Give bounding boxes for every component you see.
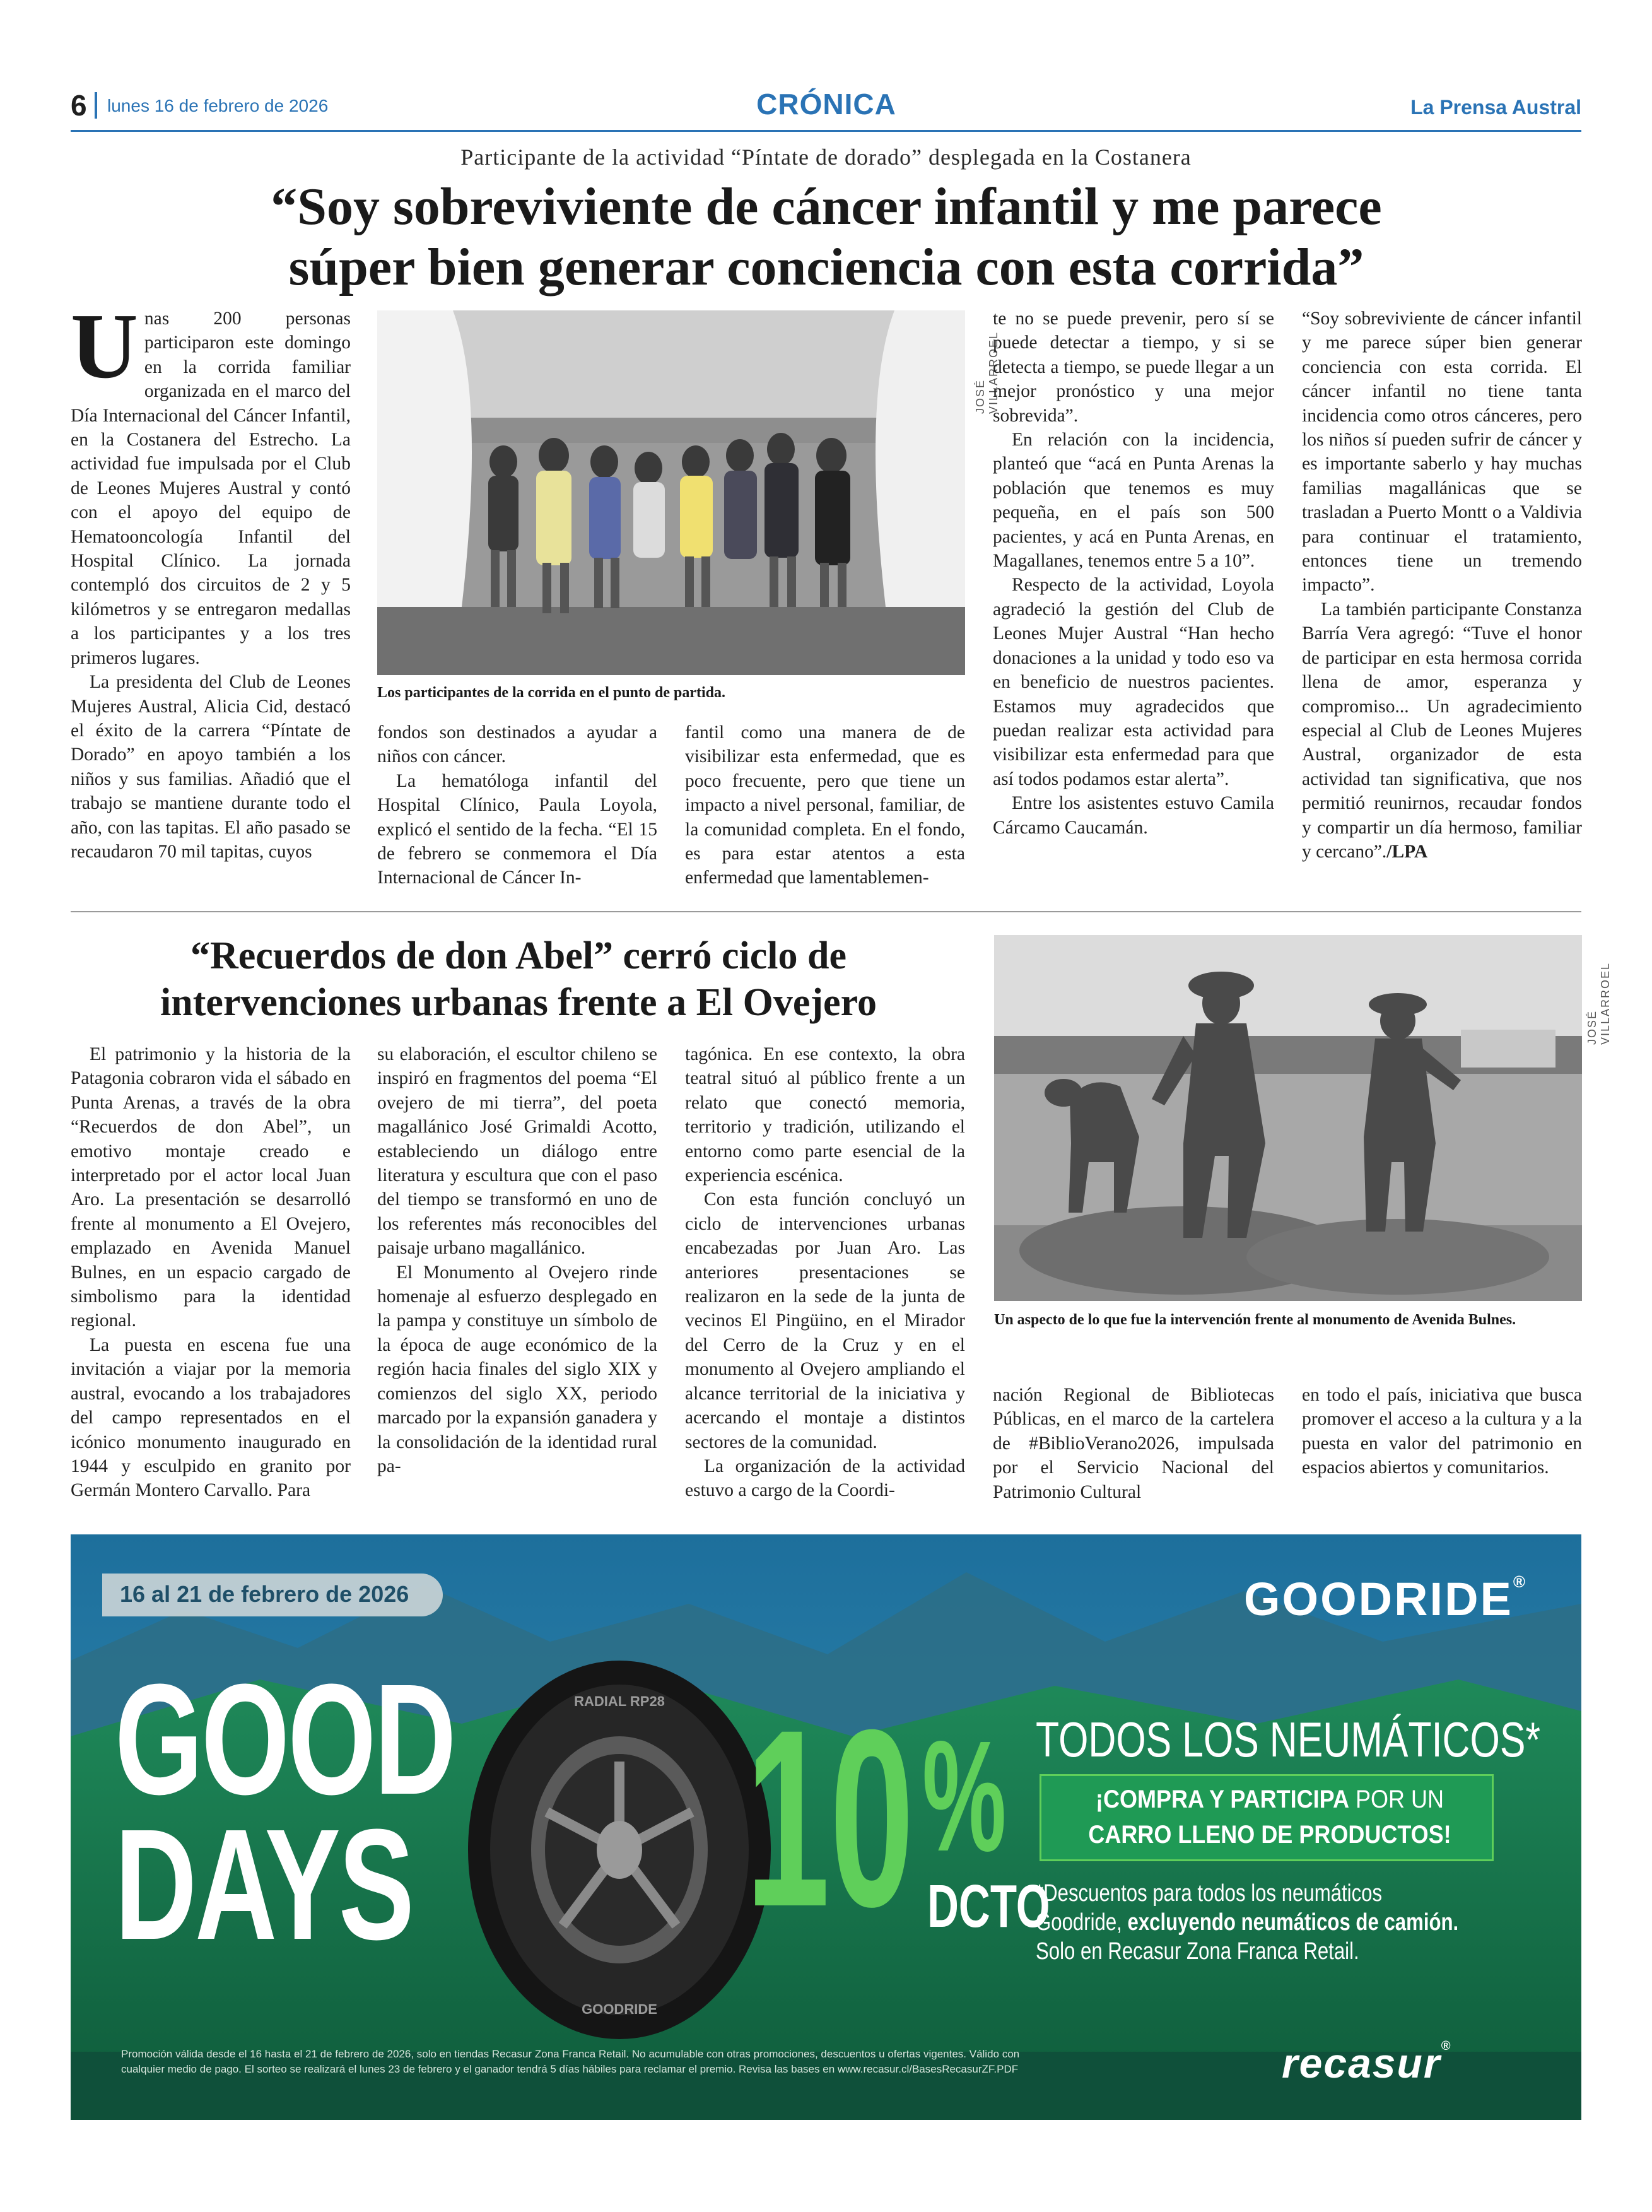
- article1-paragraph: Respecto de la actividad, Loyola agradeció la gestión del Club de Leones Mujer Austral “Han hecho donaciones a la unidad y todo eso va en beneficio de nuestros pacientes. Estamos muy agradecidos que puedan realizar esta actividad para visibilizar esta enfermedad para que así todos podamos estar alerta”.: [993, 575, 1274, 789]
- tire-sidewall-brand: GOODRIDE: [582, 2001, 657, 2017]
- article1-column-1: [71, 295, 351, 864]
- registered-mark-icon: ®: [1513, 1572, 1528, 1591]
- article1-signature: /LPA: [1386, 841, 1428, 862]
- footnote-line-1: *Descuentos para todos los neumáticos: [1036, 1880, 1383, 1907]
- article1-column-2: [377, 721, 657, 890]
- monument-photo-illustration: [994, 935, 1582, 1301]
- publication-name: La Prensa Austral: [1410, 96, 1581, 119]
- ad-date-range: 16 al 21 de febrero de 2026: [120, 1581, 409, 1607]
- article2-headline-line1: “Recuerdos de don Abel” cerró ciclo de: [190, 934, 847, 977]
- article2-paragraph: en todo el país, iniciativa que busca promover el acceso a la cultura y a la puesta en valor del patrimonio en espacios abiertos y comunitarios.: [1302, 1385, 1582, 1478]
- goodride-logo-text: GOODRIDE: [1244, 1573, 1513, 1625]
- article2-headline-line2: intervenciones urbanas frente a El Ovejero: [160, 981, 877, 1024]
- article1-kicker: Participante de la actividad “Píntate de dorado” desplegada en la Costanera: [460, 144, 1192, 170]
- article2-paragraph: El Monumento al Ovejero rinde homenaje al esfuerzo desplegado en la pampa y constituye un símbolo de la época de auge económico de la región hacia finales del siglo XIX y comienzos del siglo XX, periodo marcado por la expansión ganadera y la consolidación de la identidad rural pa-: [377, 1262, 657, 1476]
- promo-line-1-bold: ¡COMPRA Y PARTICIPA: [1095, 1785, 1349, 1813]
- ad-footnote: [1036, 1879, 1458, 1966]
- article2-photo-caption: Un aspecto de lo que fue la intervención frente al monumento de Avenida Bulnes.: [994, 1312, 1516, 1328]
- article1-paragraph: En relación con la incidencia, planteó que “acá en Punta Arenas la población que tenemos es muy pequeña, en el país son 500 pacientes, y acá en Punta Arenas, en Magallanes, tenemos entre 5 a 10”.: [993, 430, 1274, 572]
- article1-paragraph: “Soy sobreviviente de cáncer infantil y me parece súper bien generar conciencia con esta corrida. El cáncer infantil no tiene tanta incidencia como otros cánceres, pero los niños sí pueden sufrir de cáncer y es importante saberlo y hay muchas familias magallánicas que se trasladan a Puerto Montt o a Valdivia para continuar el tratamiento, entonces tiene un tremendo impacto”.: [1302, 309, 1582, 596]
- recasur-logo-text: recasur: [1282, 2040, 1441, 2086]
- header-date: lunes 16 de febrero de 2026: [107, 96, 329, 115]
- promo-line-2: CARRO LLENO DE PRODUCTOS!: [1088, 1821, 1451, 1849]
- article2-paragraph: La organización de la actividad estuvo a cargo de la Coordi-: [685, 1456, 965, 1501]
- article1-paragraph: te no se puede prevenir, pero sí se puede detectar a tiempo, y si se detecta a tiempo, se puede llegar a un mejor pronóstico y una mejor sobrevida”.: [993, 309, 1274, 426]
- article1-column-3: [685, 721, 965, 890]
- good-days-title: [115, 1651, 455, 1972]
- recasur-registered-icon: ®: [1441, 2039, 1452, 2053]
- article1-headline-line2: súper bien generar conciencia con esta corrida”: [288, 238, 1364, 297]
- article2-paragraph: Con esta función concluyó un ciclo de intervenciones urbanas encabezadas por Juan Aro. Las anteriores presentaciones se realizaron en la sede de la junta de vecinos El Pingüino, en el Mirador del Cerro de la Cruz y en el monumento al Ovejero ampliando el alcance territorial de la iniciativa y acercando el montaje a distintos sectores de la comunidad.: [685, 1189, 965, 1452]
- section-title: CRÓNICA: [756, 88, 896, 121]
- article1-headline-line1: “Soy sobreviviente de cáncer infantil y me parece: [271, 177, 1382, 236]
- article1-paragraph-text: La también participante Constanza Barría Vera agregó: “Tuve el honor de participar en esta hermosa corrida llena de amor, esperanza y compromiso... Un agradecimiento especial al Club de Leones Mujeres Austral, organizador de esta actividad tan significativa, que nos permitió reunirnos, recaudar fondos y compartir un día hermoso, familiar y cercano”.: [1302, 599, 1582, 862]
- article1-paragraph: fondos son destinados a ayudar a niños con cáncer.: [377, 722, 657, 767]
- percent-icon: %: [922, 1708, 1007, 1884]
- monument-photo: [994, 935, 1582, 1301]
- tire-sidewall-text: RADIAL RP28: [574, 1693, 665, 1709]
- promo-box-text: [1074, 1782, 1466, 1852]
- footnote-line-3: Solo en Recasur Zona Franca Retail.: [1036, 1938, 1359, 1965]
- promo-line-1: [1074, 1782, 1466, 1817]
- article2-paragraph: tagónica. En ese contexto, la obra teatral situó al público frente a un relato que conectó memoria, territorio y tradición, utilizando el entorno como parte esencial de la experiencia escénica.: [685, 1044, 965, 1186]
- footnote-line-2: [1036, 1908, 1458, 1937]
- dcto-label: DCTO: [927, 1873, 1050, 1940]
- all-tires-heading: TODOS LOS NEUMÁTICOS*: [1036, 1712, 1541, 1767]
- article2-column-5: [1302, 1383, 1582, 1480]
- article1-column-4: [993, 307, 1274, 840]
- article2-column-4: [993, 1383, 1274, 1504]
- header-separator: [95, 92, 97, 119]
- legal-line-1: Promoción válida desde el 16 hasta el 21 de febrero de 2026, solo en tiendas Recasur Zona Franca Retail. No acumulable con otras promociones, descuentos u ofertas vigentes. Válido con: [121, 2048, 1020, 2060]
- article1-photo-credit: JOSÉ VILLARROEL: [974, 331, 1000, 414]
- discount-number: 10: [746, 1677, 914, 1959]
- article1-paragraph: La presidenta del Club de Leones Mujeres Austral, Alicia Cid, destacó el éxito de la carrera “Píntate de Dorado” en apoyo también a los niños y sus familias. Añadió que el trabajo se mantiene durante todo el año, con las tapitas. El año pasado se recaudaron 70 mil tapitas, cuyos: [71, 672, 351, 862]
- good-word: GOOD: [115, 1651, 455, 1827]
- tire-icon: [462, 1654, 777, 2045]
- days-word: DAYS: [115, 1796, 413, 1972]
- header-rule: [71, 130, 1581, 132]
- legal-line-2: cualquier medio de pago. El sorteo se realizará el lunes 23 de febrero y el ganador tendrá 5 días hábiles para reclamar el premio. Revisa las bases en www.recasur.cl/BasesRecasurZF.PDF: [121, 2063, 1019, 2075]
- article2-paragraph: nación Regional de Bibliotecas Públicas, en el marco de la cartelera de #BiblioVerano2026, impulsada por el Servicio Nacional del Patrimonio Cultural: [993, 1385, 1274, 1502]
- article1-paragraph: La hematóloga infantil del Hospital Clínico, Paula Loyola, explicó el sentido de la fecha. “El 15 de febrero se conmemora el Día Internacional de Cáncer In-: [377, 770, 657, 888]
- article1-photo-caption: Los participantes de la corrida en el punto de partida.: [377, 685, 726, 701]
- article2-paragraph: El patrimonio y la historia de la Patagonia cobraron vida el sábado en Punta Arenas, a través de la obra “Recuerdos de don Abel”, un emotivo montaje creado e interpretado por el actor local Juan Aro. La presentación se desarrolló frente al monumento a El Ovejero, emplazado en Avenida Manuel Bulnes, en un espacio cargado de simbolismo para la identidad regional.: [71, 1044, 351, 1331]
- article2-photo-credit: JOSÉ VILLARROEL: [1586, 962, 1612, 1045]
- article1-paragraph: fantil como una manera de de visibilizar esta enfermedad, que es poco frecuente, pero que tiene un impacto a nivel personal, familiar, de la comunidad completa. En el fondo, es para estar atentos a esta enfermedad que lamentablemen-: [685, 722, 965, 888]
- article2-headline: [71, 932, 966, 1026]
- article1-paragraph: [1302, 597, 1582, 864]
- article2-column-1: [71, 1042, 351, 1503]
- ad-legal-text: [121, 2047, 1294, 2077]
- recasur-logo: [1282, 2039, 1451, 2087]
- article1-headline: [126, 177, 1526, 298]
- footnote-line-2b: excluyendo neumáticos de camión.: [1127, 1909, 1459, 1936]
- article1-paragraph: nas 200 personas participaron este domingo en la corrida familiar organizada en el marco del Día Internacional del Cáncer Infantil, en la Costanera del Estrecho. La actividad fue impulsada por el Club de Leones Mujeres Austral y contó con el apoyo del equipo de Hematooncología Infantil del Hospital Clínico. La jornada contempló dos circuitos de 2 y 5 kilómetros y se entregaron medallas a los participantes y a los tres primeros lugares.: [71, 309, 351, 668]
- article1-paragraph: Entre los asistentes estuvo Camila Cárcamo Caucamán.: [993, 793, 1274, 838]
- article2-paragraph: su elaboración, el escultor chileno se inspiró en fragmentos del poema “El ovejero de mi tierra”, del poeta magallánico José Grimaldi Acotto, estableciendo un diálogo entre literatura y escultura que con el paso del tiempo se transformó en uno de los referentes más reconocibles del paisaje urbano magallánico.: [377, 1044, 657, 1259]
- article2-paragraph: La puesta en escena fue una invitación a viajar por la memoria austral, evocando a los trabajadores del campo representados en el icónico monumento inaugurado en 1944 y esculpido en granito por Germán Montero Carvallo. Para: [71, 1334, 351, 1501]
- page-number: 6: [71, 89, 87, 122]
- promo-line-1-rest: POR UN: [1349, 1785, 1444, 1813]
- goodride-advertisement[interactable]: [71, 1534, 1581, 2120]
- article1-column-5: [1302, 307, 1582, 864]
- dropcap: U: [71, 295, 138, 398]
- race-photo-illustration: [377, 310, 965, 675]
- footnote-line-2a: Goodride,: [1036, 1909, 1128, 1936]
- goodride-logo: [1244, 1572, 1527, 1626]
- article2-column-2: [377, 1042, 657, 1478]
- article2-column-3: [685, 1042, 965, 1503]
- article-divider: [71, 911, 1581, 912]
- race-start-photo: [377, 310, 965, 675]
